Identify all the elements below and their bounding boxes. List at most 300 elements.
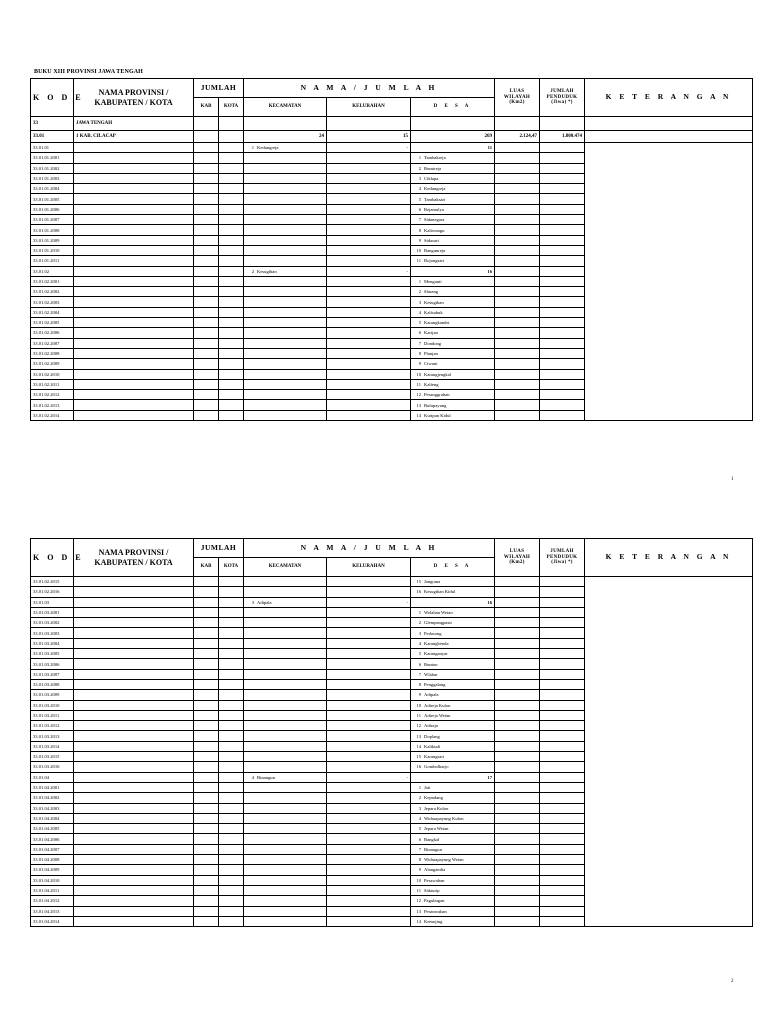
desa-row: [31, 803, 753, 813]
desa-name: Pagubugan: [424, 898, 445, 904]
kecamatan-cell: [244, 587, 327, 597]
desa-row: [31, 906, 753, 916]
row-luas: [495, 721, 540, 731]
kelurahan-cell: -: [327, 266, 411, 276]
row-luas: [495, 338, 540, 348]
row-kode: 33.01.03.2001: [31, 607, 74, 617]
header-kode: K O D E: [31, 79, 74, 117]
row-keterangan: [585, 649, 753, 659]
row-keterangan: [585, 379, 753, 389]
desa-name: Kepudang: [424, 795, 443, 801]
kelurahan-cell: -: [327, 597, 411, 607]
row-penduduk: [540, 245, 585, 255]
kecamatan-cell: [244, 215, 327, 225]
kelurahan-cell: [327, 916, 411, 926]
desa-number: 2: [418, 620, 421, 626]
desa-number: 2: [418, 289, 421, 295]
kecamatan-cell: [244, 875, 327, 885]
desa-name: Welahan Wetan: [424, 610, 453, 616]
kecamatan-number: 3: [251, 599, 254, 605]
row-nama: [74, 813, 194, 823]
desa-cell: [411, 297, 495, 307]
row-luas: [495, 379, 540, 389]
row-keterangan: [585, 762, 753, 772]
desa-name: Pedasong: [424, 630, 442, 636]
row-keterangan: [585, 741, 753, 751]
desa-number: 10: [416, 248, 421, 254]
row-kab: [194, 855, 219, 865]
header-keterangan: K E T E R A N G A N: [585, 79, 753, 117]
row-nama: [74, 659, 194, 669]
kecamatan-cell: [244, 762, 327, 772]
row-luas: [495, 153, 540, 163]
desa-number: 14: [416, 412, 421, 418]
row-keterangan: [585, 194, 753, 204]
row-kota: [219, 793, 244, 803]
desa-name: Pesawahan: [424, 877, 445, 883]
row-keterangan: [585, 618, 753, 628]
page-number-1: 1: [731, 477, 734, 482]
kelurahan-cell: [327, 834, 411, 844]
kelurahan-cell: [327, 297, 411, 307]
row-kota: [219, 297, 244, 307]
desa-cell: [411, 844, 495, 854]
row-nama: [74, 618, 194, 628]
row-keterangan: [585, 597, 753, 607]
row-nama: [74, 597, 194, 607]
row-luas: [495, 215, 540, 225]
row-penduduk: [540, 359, 585, 369]
desa-row: [31, 638, 753, 648]
row-kode: 33.01.02.2012: [31, 390, 74, 400]
kecamatan-cell: [244, 328, 327, 338]
row-luas: [495, 297, 540, 307]
desa-number: 3: [418, 805, 421, 811]
kelurahan-cell: [327, 256, 411, 266]
kecamatan-cell: [244, 348, 327, 358]
row-kota: [219, 577, 244, 587]
row-kab: [194, 803, 219, 813]
kecamatan-cell: [244, 649, 327, 659]
row-kota: [219, 400, 244, 410]
desa-number: 9: [418, 867, 421, 873]
row-kode: 33.01.03.2012: [31, 721, 74, 731]
kecamatan-cell: [244, 885, 327, 895]
desa-row: [31, 896, 753, 906]
desa-name: Tambaksari: [424, 196, 446, 202]
row-kab: [194, 338, 219, 348]
row-penduduk: [540, 834, 585, 844]
row-kota: [219, 245, 244, 255]
desa-row: [31, 318, 753, 328]
row-kode: 33.01.01: [31, 143, 74, 153]
desa-name: Karangsari: [424, 754, 445, 760]
header-nama-jumlah: N A M A / J U M L A H: [244, 539, 495, 558]
header-kab: KAB: [194, 98, 219, 117]
kelurahan-cell: [327, 782, 411, 792]
row-penduduk: [540, 741, 585, 751]
row-kab: [194, 215, 219, 225]
row-luas: [495, 649, 540, 659]
kecamatan-cell: [244, 225, 327, 235]
row-kota: [219, 875, 244, 885]
row-penduduk: [540, 906, 585, 916]
row-kab: [194, 577, 219, 587]
row-kab: [194, 772, 219, 782]
row-nama: [74, 348, 194, 358]
desa-cell: [411, 359, 495, 369]
row-nama: [74, 855, 194, 865]
row-kab: [194, 204, 219, 214]
row-kab: [194, 741, 219, 751]
row-kab: [194, 649, 219, 659]
kecamatan-row: [31, 143, 753, 153]
row-kota: [219, 741, 244, 751]
desa-row: [31, 587, 753, 597]
row-keterangan: [585, 276, 753, 286]
desa-cell: [411, 690, 495, 700]
header-luas: LUAS WILAYAH (Km2): [495, 79, 540, 117]
desa-name: Tambakreja: [424, 155, 446, 161]
row-kode: 33.01.01.2001: [31, 153, 74, 163]
desa-number: 16: [416, 764, 421, 770]
row-nama: [74, 194, 194, 204]
row-kota: [219, 834, 244, 844]
desa-cell: [411, 669, 495, 679]
row-keterangan: [585, 824, 753, 834]
header-penduduk: JUMLAH PENDUDUK (Jiwa) *): [540, 79, 585, 117]
desa-row: [31, 721, 753, 731]
desa-cell: [411, 710, 495, 720]
desa-number: 5: [418, 826, 421, 832]
desa-row: [31, 690, 753, 700]
desa-row: [31, 710, 753, 720]
row-kota: [219, 215, 244, 225]
row-kota: [219, 204, 244, 214]
row-nama: [74, 875, 194, 885]
kecamatan-name: Kedungreja: [257, 145, 279, 151]
desa-cell: [411, 587, 495, 597]
row-kota: [219, 276, 244, 286]
kecamatan-cell: [244, 173, 327, 183]
kecamatan-name: Adipala: [257, 599, 272, 605]
desa-row: [31, 659, 753, 669]
row-luas: [495, 865, 540, 875]
kecamatan-number: 4: [251, 774, 254, 780]
row-keterangan: [585, 184, 753, 194]
row-kode: 33.01.04.2008: [31, 855, 74, 865]
row-luas: [495, 173, 540, 183]
desa-number: 4: [418, 309, 421, 315]
row-kota: [219, 731, 244, 741]
row-penduduk: [540, 184, 585, 194]
kecamatan-cell: [244, 679, 327, 689]
desa-cell: [411, 896, 495, 906]
desa-cell: [411, 215, 495, 225]
row-kab: [194, 348, 219, 358]
row-kab: [194, 287, 219, 297]
desa-row: [31, 225, 753, 235]
desa-number: 9: [418, 237, 421, 243]
header-kecamatan: KECAMATAN: [244, 98, 327, 117]
desa-cell: [411, 721, 495, 731]
kelurahan-cell: [327, 318, 411, 328]
row-penduduk: [540, 772, 585, 782]
row-luas: [495, 143, 540, 153]
row-penduduk: [540, 266, 585, 276]
desa-name: Bangunreja: [424, 248, 446, 254]
desa-number: 11: [416, 713, 421, 718]
row-luas: [495, 752, 540, 762]
row-kab: [194, 307, 219, 317]
row-nama: [74, 276, 194, 286]
desa-name: Sidanegara: [424, 217, 445, 223]
row-luas: [495, 875, 540, 885]
row-penduduk: [540, 916, 585, 926]
row-kota: [219, 669, 244, 679]
desa-row: [31, 700, 753, 710]
desa-row: [31, 824, 753, 834]
row-luas: [495, 359, 540, 369]
kelurahan-cell: [327, 204, 411, 214]
kecamatan-cell: [244, 721, 327, 731]
desa-cell: [411, 865, 495, 875]
row-penduduk: [540, 287, 585, 297]
desa-name: Rejamulya: [424, 206, 444, 212]
row-kab: [194, 844, 219, 854]
row-penduduk: [540, 669, 585, 679]
row-kota: [219, 628, 244, 638]
row-kota: [219, 235, 244, 245]
row-kode: 33.01.01.2006: [31, 204, 74, 214]
row-kab: [194, 793, 219, 803]
row-keterangan: [585, 844, 753, 854]
row-kab: [194, 266, 219, 276]
row-luas: [495, 318, 540, 328]
row-keterangan: [585, 235, 753, 245]
row-penduduk: [540, 235, 585, 245]
desa-row: [31, 793, 753, 803]
kecamatan-cell: [244, 245, 327, 255]
desa-row: [31, 885, 753, 895]
desa-name: Kedungreja: [424, 186, 446, 192]
row-luas: [495, 659, 540, 669]
row-kode: 33.01.04.2010: [31, 875, 74, 885]
kabupaten-penduduk: 1.800.474: [540, 131, 585, 143]
desa-cell: [411, 287, 495, 297]
row-nama: [74, 153, 194, 163]
desa-row: [31, 348, 753, 358]
kelurahan-cell: -: [327, 143, 411, 153]
row-kota: [219, 752, 244, 762]
desa-row: [31, 235, 753, 245]
row-nama: [74, 143, 194, 153]
row-luas: [495, 256, 540, 266]
row-penduduk: [540, 628, 585, 638]
row-luas: [495, 813, 540, 823]
kecamatan-row: [31, 266, 753, 276]
kecamatan-cell: [244, 834, 327, 844]
header-kode: K O D E: [31, 539, 74, 577]
row-kode: 33.01.04.2006: [31, 834, 74, 844]
row-kota: [219, 659, 244, 669]
desa-row: [31, 628, 753, 638]
row-keterangan: [585, 659, 753, 669]
desa-number: 1: [418, 279, 421, 284]
row-keterangan: [585, 307, 753, 317]
row-kota: [219, 173, 244, 183]
row-keterangan: [585, 153, 753, 163]
kelurahan-cell: [327, 390, 411, 400]
province-row: [31, 117, 753, 131]
region-table-page-2: [30, 538, 753, 927]
desa-total-cell: 11: [411, 143, 495, 153]
desa-number: 5: [418, 196, 421, 202]
desa-row: [31, 762, 753, 772]
row-nama: [74, 369, 194, 379]
desa-cell: [411, 741, 495, 751]
desa-name: Pesanwahan: [424, 908, 447, 914]
row-nama: [74, 906, 194, 916]
desa-cell: [411, 328, 495, 338]
desa-number: 12: [416, 723, 421, 729]
kelurahan-cell: [327, 628, 411, 638]
kecamatan-cell: [244, 597, 327, 607]
kecamatan-cell: [244, 318, 327, 328]
kecamatan-cell: [244, 143, 327, 153]
row-penduduk: [540, 307, 585, 317]
desa-number: 2: [418, 165, 421, 171]
row-luas: [495, 163, 540, 173]
desa-number: 15: [416, 754, 421, 760]
kelurahan-cell: [327, 607, 411, 617]
province-kode: 33: [31, 117, 74, 131]
row-luas: [495, 410, 540, 420]
row-penduduk: [540, 297, 585, 307]
row-nama: [74, 834, 194, 844]
row-luas: [495, 638, 540, 648]
header-desa: D E S A: [411, 98, 495, 117]
kelurahan-cell: [327, 287, 411, 297]
row-keterangan: [585, 256, 753, 266]
row-luas: [495, 235, 540, 245]
row-kab: [194, 359, 219, 369]
row-kota: [219, 690, 244, 700]
row-keterangan: [585, 297, 753, 307]
row-nama: [74, 638, 194, 648]
row-luas: [495, 803, 540, 813]
row-kode: 33.01.02.2014: [31, 410, 74, 420]
row-kode: 33.01.03.2002: [31, 618, 74, 628]
row-kab: [194, 875, 219, 885]
kecamatan-cell: [244, 276, 327, 286]
row-luas: [495, 225, 540, 235]
kelurahan-cell: [327, 659, 411, 669]
header-luas: LUAS WILAYAH (Km2): [495, 539, 540, 577]
desa-number: 9: [418, 361, 421, 367]
desa-number: 13: [416, 402, 421, 408]
desa-name: Kemojing: [424, 918, 443, 924]
row-keterangan: [585, 400, 753, 410]
row-luas: [495, 618, 540, 628]
kelurahan-cell: [327, 215, 411, 225]
kelurahan-cell: [327, 587, 411, 597]
row-penduduk: [540, 587, 585, 597]
row-kab: [194, 813, 219, 823]
row-nama: [74, 287, 194, 297]
row-kota: [219, 328, 244, 338]
kelurahan-cell: [327, 824, 411, 834]
row-kode: 33.01.03: [31, 597, 74, 607]
row-kab: [194, 834, 219, 844]
row-kota: [219, 287, 244, 297]
row-kab: [194, 328, 219, 338]
row-luas: [495, 906, 540, 916]
row-luas: [495, 844, 540, 854]
row-kab: [194, 782, 219, 792]
row-kode: 33.01.02.2007: [31, 338, 74, 348]
desa-cell: [411, 638, 495, 648]
row-nama: [74, 328, 194, 338]
desa-name: Binangun: [424, 846, 442, 852]
kelurahan-cell: [327, 865, 411, 875]
row-keterangan: [585, 772, 753, 782]
row-penduduk: [540, 348, 585, 358]
desa-name: Kalieng: [424, 381, 439, 387]
row-kab: [194, 896, 219, 906]
desa-number: 5: [418, 320, 421, 326]
row-luas: [495, 710, 540, 720]
row-luas: [495, 700, 540, 710]
kelurahan-cell: [327, 793, 411, 803]
desa-row: [31, 245, 753, 255]
row-nama: [74, 184, 194, 194]
row-keterangan: [585, 752, 753, 762]
row-penduduk: [540, 204, 585, 214]
row-kode: 33.01.03.2016: [31, 762, 74, 772]
desa-name: Karangjengkol: [424, 371, 452, 377]
row-kode: 33.01.03.2010: [31, 700, 74, 710]
kelurahan-cell: [327, 348, 411, 358]
row-luas: [495, 194, 540, 204]
kecamatan-cell: [244, 752, 327, 762]
row-nama: [74, 885, 194, 895]
row-kota: [219, 410, 244, 420]
desa-row: [31, 844, 753, 854]
row-kota: [219, 649, 244, 659]
desa-cell: [411, 307, 495, 317]
kecamatan-cell: [244, 266, 327, 276]
desa-name: Sidaurip: [424, 888, 440, 894]
desa-cell: [411, 618, 495, 628]
row-kab: [194, 153, 219, 163]
row-kode: 33.01.04.2014: [31, 916, 74, 926]
row-penduduk: [540, 379, 585, 389]
row-kode: 33.01.04.2001: [31, 782, 74, 792]
row-luas: [495, 834, 540, 844]
row-kode: 33.01.02.2008: [31, 348, 74, 358]
desa-row: [31, 669, 753, 679]
desa-number: 7: [418, 340, 421, 346]
row-keterangan: [585, 669, 753, 679]
row-penduduk: [540, 153, 585, 163]
row-kode: 33.01.02.2016: [31, 587, 74, 597]
kelurahan-cell: [327, 338, 411, 348]
desa-row: [31, 256, 753, 266]
row-luas: [495, 896, 540, 906]
desa-name: Pesanggrahan: [424, 392, 450, 398]
row-keterangan: [585, 731, 753, 741]
